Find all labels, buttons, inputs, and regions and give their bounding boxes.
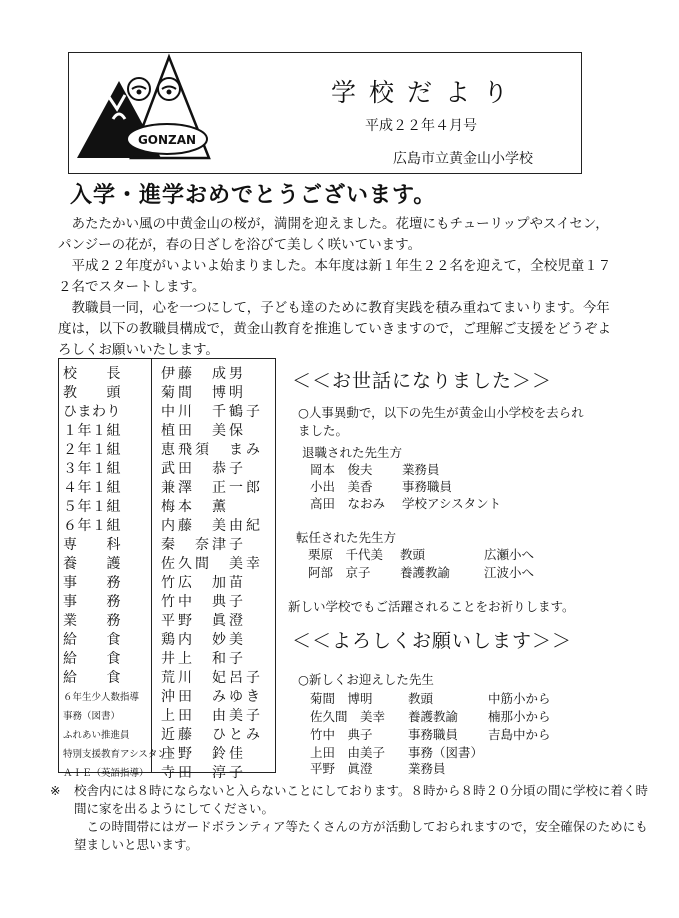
staff-row — [59, 460, 275, 479]
welcome-name: 竹中 典子 — [310, 727, 373, 742]
staff-name: 上田 由美子 — [161, 708, 263, 724]
headline: 入学・進学おめでとうございます。 — [70, 182, 437, 208]
footer-note — [50, 782, 650, 854]
staff-row — [59, 479, 275, 498]
footer-line: 校舎内には８時にならないと入らないことにしております。８時から８時２０分頃の間に学校に着く時間に家を出るようにしてください。 — [74, 783, 649, 816]
staff-name: 兼澤 正一郎 — [161, 480, 263, 496]
staff-role: ひまわり — [63, 404, 121, 420]
staff-role: 給 食 — [63, 670, 121, 686]
staff-row — [59, 517, 275, 536]
staff-name: 竹中 典子 — [161, 594, 246, 610]
welcome-role: 事務（図書） — [408, 745, 484, 760]
staff-row — [59, 669, 275, 688]
retired-role: 業務員 — [402, 462, 440, 477]
svg-text:GONZAN: GONZAN — [137, 133, 197, 147]
staff-row — [59, 441, 275, 460]
staff-role: ５年１組 — [63, 499, 121, 515]
staff-name: 庄野 鈴佳 — [161, 746, 246, 762]
staff-role: 給 食 — [63, 632, 121, 648]
staff-row — [59, 555, 275, 574]
welcome-heading: ○新しくお迎えした先生 — [298, 672, 434, 687]
staff-role: 校 長 — [63, 366, 121, 382]
staff-role: ６年生少人数指導 — [63, 692, 140, 703]
newsletter-title: 学校だより — [331, 78, 522, 107]
retired-name: 岡本 俊夫 — [310, 462, 373, 477]
staff-name: 秦 奈津子 — [161, 537, 246, 553]
staff-row — [59, 612, 275, 631]
farewell-notice: ○人事異動で，以下の先生が黄金山小学校を去られました。 — [298, 405, 584, 438]
staff-row — [59, 422, 275, 441]
staff-role: 教 頭 — [63, 385, 121, 401]
welcome-role: 教頭 — [408, 691, 434, 706]
retired-name: 小出 美香 — [310, 479, 373, 494]
transferred-role: 教頭 — [400, 547, 426, 562]
transferred-destination: 江波小へ — [484, 565, 535, 580]
transferred-destination: 広瀬小へ — [484, 547, 535, 562]
welcome-name: 佐久間 美幸 — [310, 709, 386, 724]
staff-name: 武田 恭子 — [161, 461, 246, 477]
welcome-role: 業務員 — [408, 761, 446, 776]
staff-row — [59, 764, 275, 783]
farewell-wish: 新しい学校でもご活躍されることをお祈りします。 — [288, 599, 575, 614]
transferred-heading: 転任された先生方 — [296, 530, 397, 545]
staff-row — [59, 498, 275, 517]
staff-role: ３年１組 — [63, 461, 121, 477]
staff-name: 恵飛須 まみ — [161, 442, 263, 458]
staff-row — [59, 726, 275, 745]
staff-name: 佐久間 美幸 — [161, 556, 263, 572]
staff-role: ２年１組 — [63, 442, 121, 458]
staff-name: 内藤 美由紀 — [161, 518, 263, 534]
staff-role: ＡＩＥ（英語指導） — [63, 768, 149, 779]
welcome-name: 菊間 博明 — [310, 691, 373, 706]
staff-name: 井上 和子 — [161, 651, 246, 667]
intro-paragraph: 平成２２年度がいよいよ始まりました。本年度は新１年生２２名を迎えて，全校児童１７２名でスタートします。 — [58, 258, 612, 295]
staff-row — [59, 365, 275, 384]
staff-role: ふれあい推進員 — [63, 730, 130, 741]
welcome-role: 事務職員 — [408, 727, 459, 742]
transferred-role: 養護教諭 — [400, 565, 451, 580]
staff-name: 菊間 博明 — [161, 385, 246, 401]
staff-row — [59, 745, 275, 764]
school-name: 広島市立黄金山小学校 — [393, 151, 533, 167]
staff-name: 近藤 ひとみ — [161, 727, 263, 743]
welcome-name: 上田 由美子 — [310, 745, 386, 760]
staff-name: 中川 千鶴子 — [161, 404, 263, 420]
retired-role: 事務職員 — [402, 479, 453, 494]
staff-row — [59, 631, 275, 650]
staff-role: 特別支援教育アシスタント — [63, 749, 177, 760]
staff-role: 事 務 — [63, 594, 121, 610]
logo-mountain-icon — [69, 53, 239, 175]
staff-row — [59, 384, 275, 403]
farewell-title: ＜＜お世話になりました＞＞ — [292, 370, 553, 392]
footer-line: この時間帯にはガードボランティア等たくさんの方が活動しておられますので，安全確保のためにも望ましいと思います。 — [74, 819, 648, 852]
school-logo — [69, 53, 239, 175]
intro-paragraph: 教職員一同，心を一つにして，子ども達のために教育実践を積み重ねてまいります。今年度は，以下の教職員構成で，黄金山教育を推進していきますので，ご理解ご支援をどうぞよろしくお願いいたします。 — [58, 300, 611, 358]
staff-row — [59, 688, 275, 707]
welcome-origin: 楠那小から — [488, 709, 551, 724]
staff-name: 伊藤 成男 — [161, 366, 246, 382]
welcome-title: ＜＜よろしくお願いします＞＞ — [292, 630, 573, 652]
staff-table — [58, 358, 276, 781]
staff-row — [59, 707, 275, 726]
welcome-origin: 吉島中から — [488, 727, 551, 742]
retired-role: 学校アシスタント — [402, 496, 502, 511]
staff-row — [59, 403, 275, 422]
staff-role: ６年１組 — [63, 518, 121, 534]
retired-heading: 退職された先生方 — [302, 445, 403, 460]
staff-name: 梅本 薫 — [161, 499, 229, 515]
note-mark: ※ — [50, 783, 61, 798]
staff-role: 養 護 — [63, 556, 121, 572]
staff-row — [59, 574, 275, 593]
staff-role: 専 科 — [63, 537, 121, 553]
staff-role: １年１組 — [63, 423, 121, 439]
staff-name: 鶏内 妙美 — [161, 632, 246, 648]
staff-row — [59, 593, 275, 612]
welcome-role: 養護教諭 — [408, 709, 459, 724]
staff-role: 事 務 — [63, 575, 121, 591]
staff-role: 事務（図書） — [63, 711, 121, 722]
transferred-name: 栗原 千代美 — [308, 547, 384, 562]
staff-name: 寺田 淳子 — [161, 765, 246, 781]
staff-role: ４年１組 — [63, 480, 121, 496]
staff-name: 沖田 みゆき — [161, 689, 263, 705]
intro-text — [58, 214, 618, 361]
staff-name: 植田 美保 — [161, 423, 246, 439]
transferred-name: 阿部 京子 — [308, 565, 371, 580]
staff-row — [59, 536, 275, 555]
issue-date: 平成２２年４月号 — [365, 118, 477, 134]
header-box — [68, 52, 582, 174]
retired-name: 高田 なおみ — [310, 496, 386, 511]
staff-role: 給 食 — [63, 651, 121, 667]
staff-name: 平野 眞澄 — [161, 613, 246, 629]
welcome-name: 平野 眞澄 — [310, 761, 373, 776]
staff-name: 竹広 加苗 — [161, 575, 246, 591]
intro-paragraph: あたたかい風の中黄金山の桜が，満開を迎えました。花壇にもチューリップやスイセン，パンジーの花が，春の日ざしを浴びて美しく咲いています。 — [58, 216, 609, 253]
staff-name: 荒川 妃呂子 — [161, 670, 263, 686]
staff-role: 業 務 — [63, 613, 121, 629]
staff-row — [59, 650, 275, 669]
welcome-origin: 中筋小から — [488, 691, 551, 706]
